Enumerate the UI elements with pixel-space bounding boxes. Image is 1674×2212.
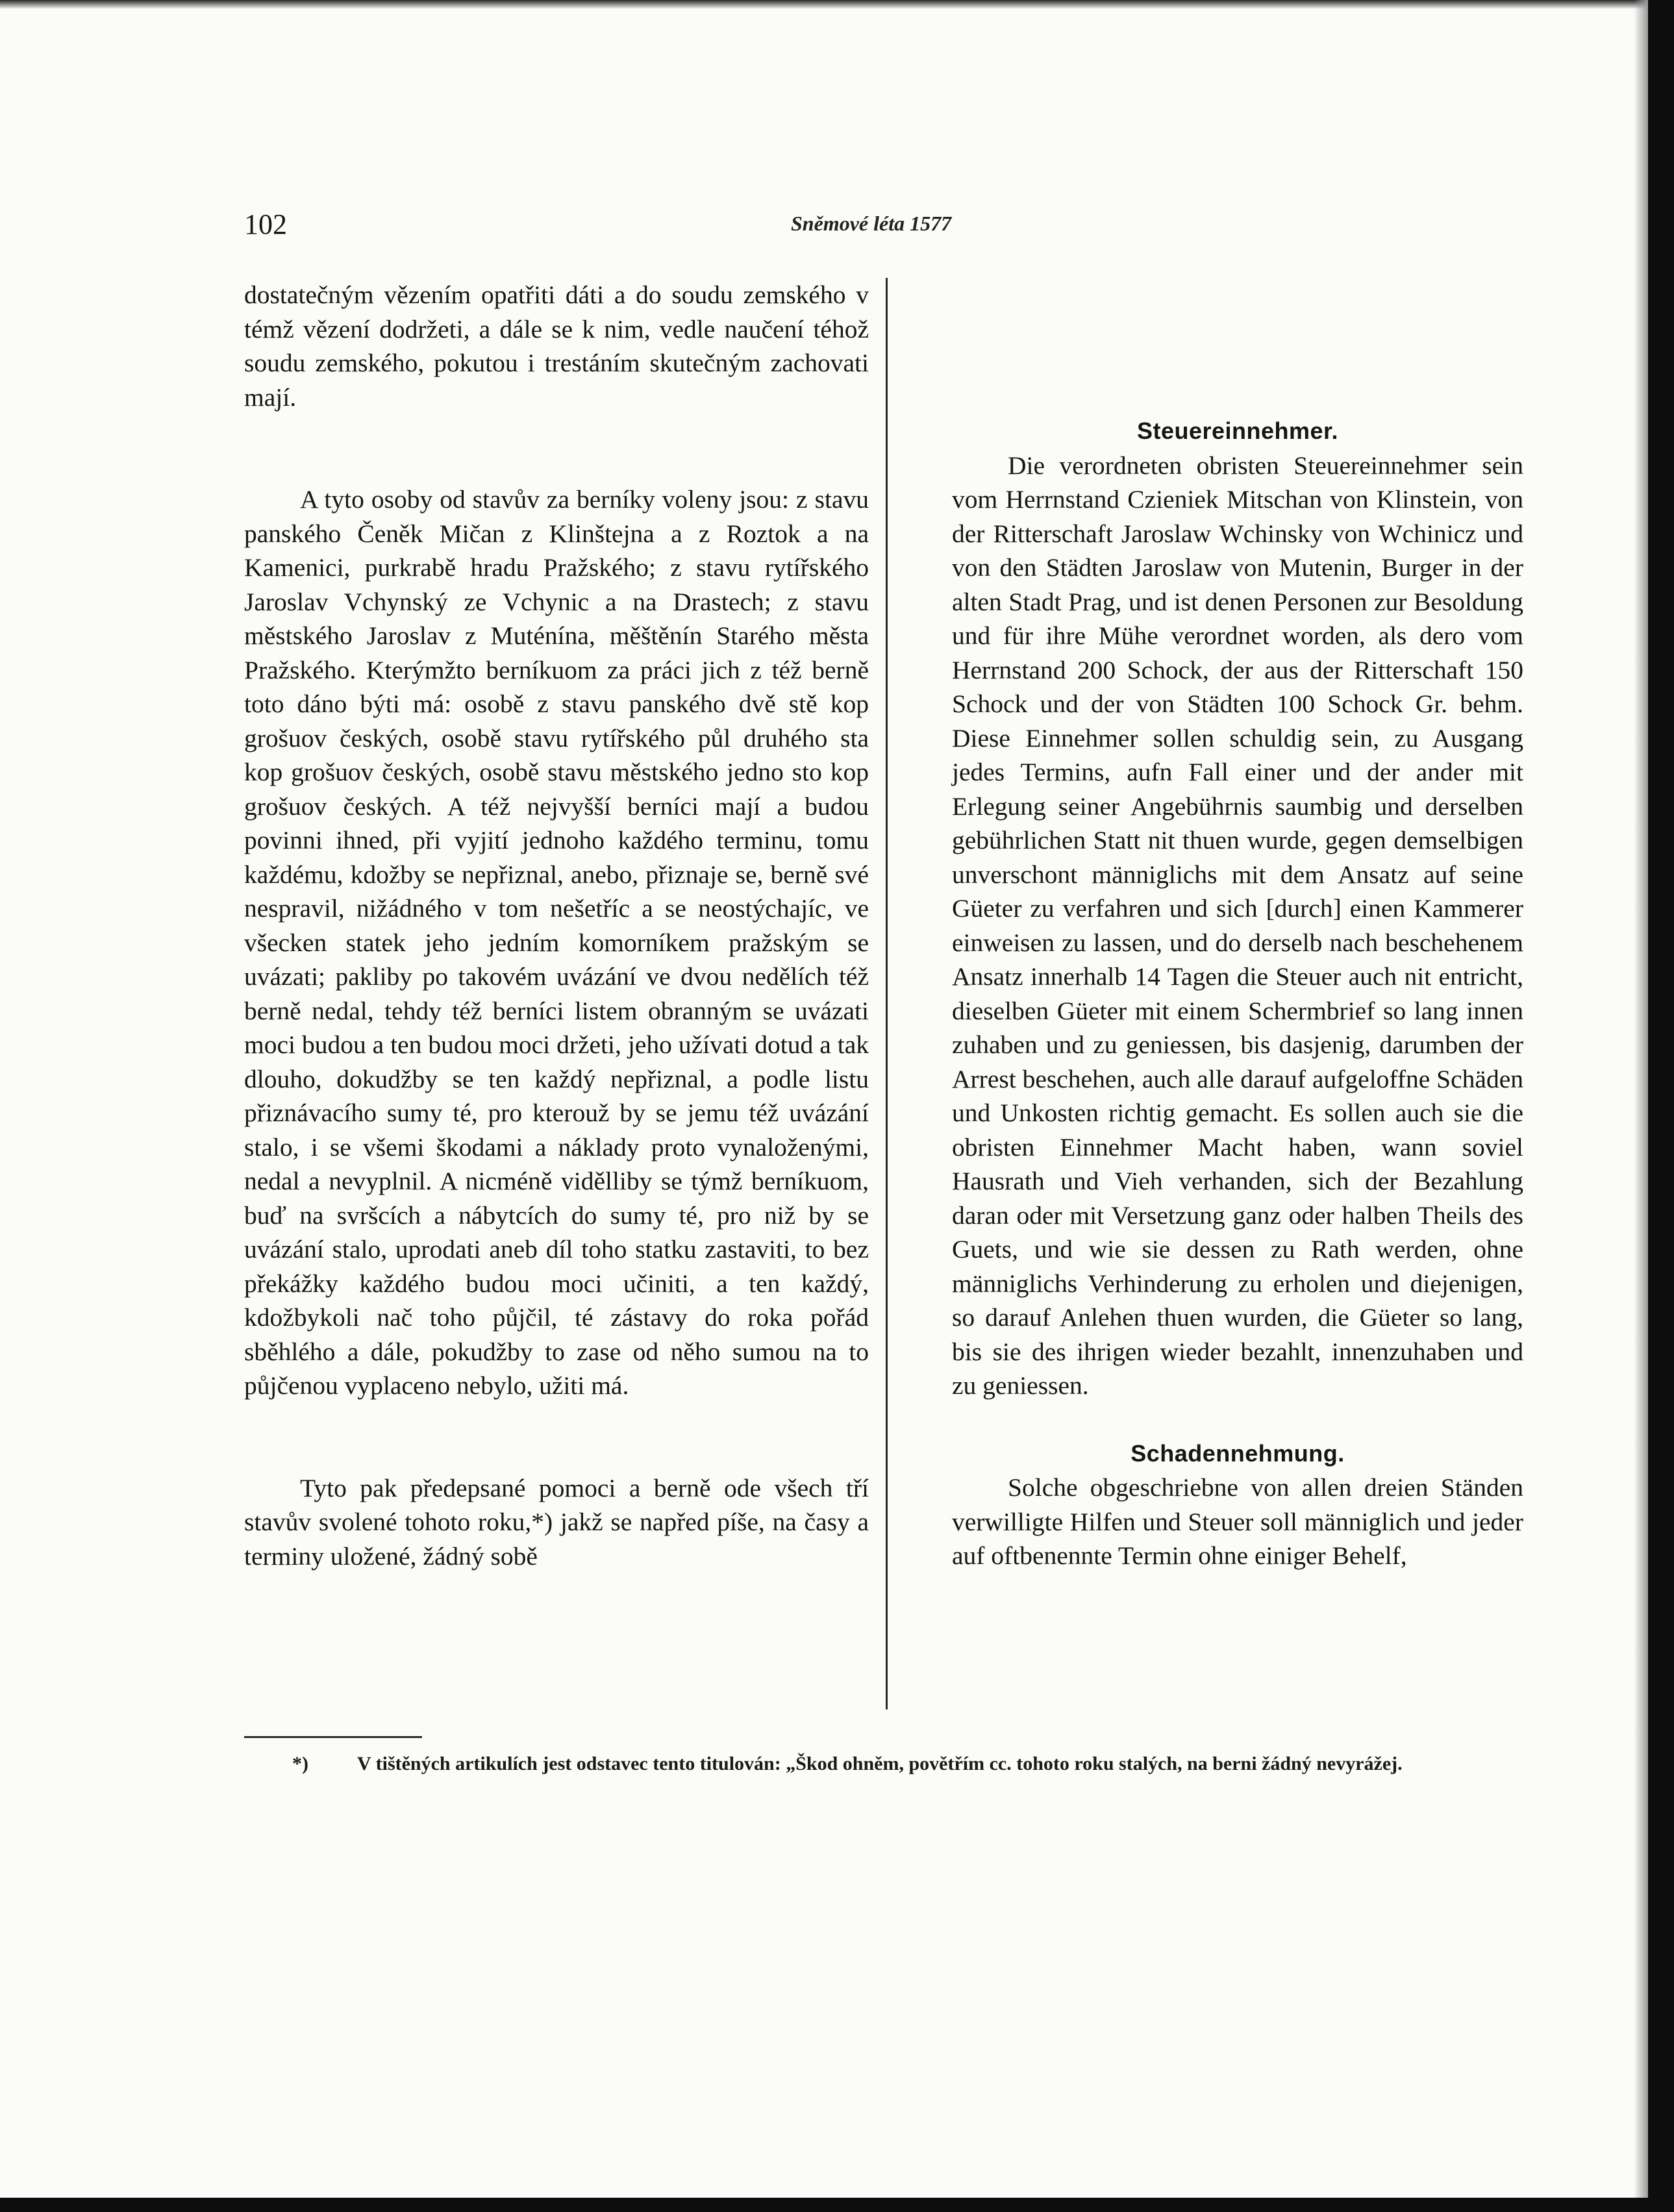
czech-column bbox=[244, 278, 869, 1573]
column-divider bbox=[886, 278, 888, 1709]
german-paragraph-2: Solche obgeschriebne von allen dreien Ständen verwilligte Hilfen und Steuer soll männiglich und jeder auf oftbenennte Termin ohne einiger Behelf, bbox=[952, 1473, 1523, 1570]
footnote-text: V tištěných artikulích jest odstavec tento titulován: „Škod ohněm, povětřím cc. tohoto roku stalých, na berni žádný nevyrážej. bbox=[357, 1753, 1403, 1774]
page-number: 102 bbox=[244, 208, 287, 240]
czech-paragraph-3: Tyto pak předepsané pomoci a berně ode všech tří stavův svolené tohoto roku,*) jakž se napřed píše, na časy a terminy uložené, žádný sobě bbox=[244, 1473, 869, 1571]
footnote-rule bbox=[244, 1736, 422, 1738]
section-heading-schadennehmung: Schadennehmung. bbox=[1131, 1439, 1345, 1467]
section-heading-steuereinnehmer: Steuereinnehmer. bbox=[1136, 417, 1339, 444]
scan-edge-top bbox=[0, 0, 1648, 9]
scan-edge-right bbox=[1634, 0, 1648, 2198]
german-column bbox=[952, 278, 1523, 1573]
footnote bbox=[292, 1749, 1523, 1779]
german-paragraph-1: Die verordneten obristen Steuereinnehmer sein vom Herrnstand Czieniek Mitschan von Klinstein, von der Ritterschaft Jaroslaw Wchinsky von Wchinicz und von den Städten Jaroslaw von Mutenin, Burger in der alten Stadt Prag, und ist denen Personen zur Besoldung und für ihre Mühe verordnet worden, als dero vom Herrnstand 200 Schock, der aus der Ritterschaft 150 Schock und der von Städten 100 Schock Gr. behm. Diese Einnehmer sollen schuldig sein, zu Ausgang jedes Termins, aufn Fall einer und der ander mit Erlegung seiner Angebührnis saumbig und derselben gebührlichen Statt nit thuen wurde, gegen demselbigen unverschont männiglichs mit dem Ansatz auf seine Güeter zu verfahren und sich [durch] einen Kammerer einweisen zu lassen, und do derselb nach beschehenem Ansatz innerhalb 14 Tagen die Steuer auch nit entricht, dieselben Güeter mit einem Schermbrief so lang innen zuhaben und zu geniessen, bis dasjenig, darumben der Arrest beschehen, auch alle darauf aufgeloffne Schäden und Unkosten richtig gemacht. Es sollen auch sie die obristen Einnehmer Macht haben, wann soviel Hausrath und Vieh verhanden, sich der Bezahlung daran oder mit Versetzung ganz oder halben Theils des Guets, und wie sie dessen zu Rath werden, ohne männiglichs Verhinderung zu erholen und diejenigen, so darauf Anlehen thuen wurden, die Güeter so lang, bis sie des ihrigen wieder bezahlt, innenzuhaben und zu geniessen. bbox=[952, 451, 1523, 1400]
czech-paragraph-1: dostatečným vězením opatřiti dáti a do soudu zemského v témž vězení dodržeti, a dále se k nim, vedle naučení téhož soudu zemského, pokutou i trestáním skutečným zachovati mají. bbox=[244, 280, 869, 412]
czech-paragraph-2: A tyto osoby od stavův za berníky voleny jsou: z stavu panského Čeněk Mičan z Klinštejna a z Roztok a na Kamenici, purkrabě hradu Pražského; z stavu rytířského Jaroslav Vchynský ze Vchynic a na Drastech; z stavu městského Jaroslav z Muténína, měštěnín Starého města Pražského. Kterýmžto berníkuom za práci jich z též berně toto dáno býti má: osobě z stavu panského dvě stě kop grošuov českých, osobě stavu rytířského půl druhého sta kop grošuov českých, osobě stavu městského jedno sto kop grošuov českých. A též nejvyšší berníci mají a budou povinni ihned, při vyjití jednoho každého terminu, tomu každému, kdožby se nepřiznal, anebo, přiznaje se, berně své nespravil, nižádného v tom nešetříc a se neostýchajíc, ve všecken statek jeho jedním komorníkem pražským se uvázati; pakliby po takovém uvázání ve dvou nedělích též berně nedal, tehdy též berníci listem obranným se uvázati moci budou a ten budou moci držeti, jeho užívati dotud a tak dlouho, dokudžby se ten každý nepřiznal, a podle listu přiznávacího sumy té, pro kterouž by se jemu též uvázání stalo, i se všemi škodami a náklady proto vynaloženými, nedal a nevyplnil. A nicméně vidělliby se týmž berníkuom, buď na svršcích a nábytcích do sumy té, pro niž by se uvázání stalo, uprodati aneb díl toho statku zastaviti, to bez překážky každého budou moci učiniti, a ten každý, kdožbykoli nač toho půjčil, té zástavy do roka pořád sběhlého a dále, pokudžby to zase od něho sumou na to půjčenou vyplaceno nebylo, užiti má. bbox=[244, 485, 869, 1400]
running-title: Sněmové léta 1577 bbox=[791, 212, 952, 235]
page-header bbox=[244, 208, 1549, 247]
footnote-marker: *) bbox=[292, 1753, 308, 1774]
